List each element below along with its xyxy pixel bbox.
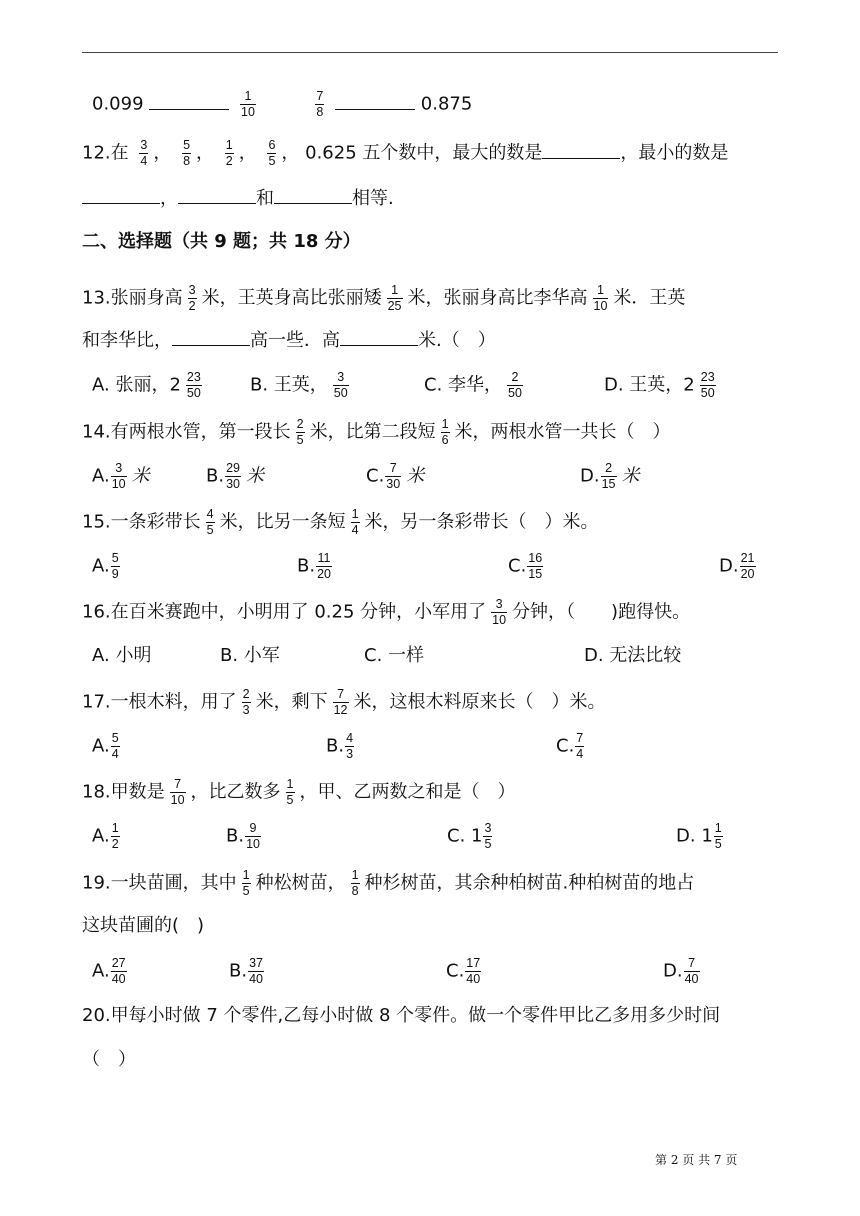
fraction: $\frac{1}{25}$ bbox=[387, 283, 402, 313]
question-19-line1: 19.一块苗圃，其中 $\frac{1}{5}$ 种松树苗， $\frac{1}{8}$ 种杉树苗，其余种柏树苗.种柏树苗的地占 bbox=[82, 868, 695, 898]
option-d[interactable]: D. 王英，2 $\frac{23}{50}$ bbox=[604, 370, 715, 400]
answer-blank[interactable] bbox=[340, 327, 418, 346]
option-c[interactable]: C. $\frac{7}{30}$ 米 bbox=[366, 461, 425, 491]
fraction: $\frac{4}{5}$ bbox=[206, 507, 214, 537]
fraction: $\frac{4}{3}$ bbox=[346, 731, 354, 761]
fraction: $\frac{17}{40}$ bbox=[466, 956, 481, 986]
answer-blank[interactable] bbox=[172, 327, 250, 346]
option-c[interactable]: C. $\frac{17}{40}$ bbox=[446, 956, 481, 986]
page-footer: 第 2 页 共 7 页 bbox=[655, 1153, 738, 1167]
q11-tail-line bbox=[92, 89, 473, 119]
fraction: $\frac{3}{4}$ bbox=[140, 138, 148, 168]
option-a[interactable]: A. 张丽，2 $\frac{23}{50}$ bbox=[92, 370, 201, 400]
question-13-line2: 和李华比， 高一些．高 米.（ ） bbox=[82, 327, 496, 353]
question-16-line: 16.在百米赛跑中，小明用了 0.25 分钟，小军用了 $\frac{3}{10}$ 分钟，（ )跑得快。 bbox=[82, 597, 691, 627]
question-15-line: 15.一条彩带长 $\frac{4}{5}$ 米，比另一条短 $\frac{1}{4}$ 米，另一条彩带长（ ）米。 bbox=[82, 507, 599, 537]
question-20-line2: （ ） bbox=[82, 1049, 136, 1070]
question-14-line: 14.有两根水管，第一段长 $\frac{2}{5}$ 米，比第二段短 $\frac{1}{6}$ 米，两根水管一共长（ ） bbox=[82, 417, 671, 447]
fraction: $\frac{6}{5}$ bbox=[268, 138, 276, 168]
fraction: $\frac{5}{9}$ bbox=[111, 551, 119, 581]
fraction: $\frac{7}{30}$ bbox=[386, 461, 401, 491]
section-heading: 二、选择题（共 9 题；共 18 分） bbox=[82, 231, 361, 252]
answer-blank[interactable] bbox=[149, 91, 229, 110]
fraction: $\frac{3}{2}$ bbox=[188, 283, 196, 313]
answer-blank[interactable] bbox=[274, 185, 352, 204]
fraction: $\frac{7}{12}$ bbox=[333, 687, 348, 717]
option-d[interactable]: D. 无法比较 bbox=[584, 645, 682, 666]
fraction: $\frac{3}{50}$ bbox=[333, 370, 348, 400]
number-text: 0.099 bbox=[92, 93, 144, 115]
option-b[interactable]: B. 小军 bbox=[220, 645, 280, 666]
fraction: $\frac{2}{15}$ bbox=[601, 461, 616, 491]
question-13-line1: 13.张丽身高 $\frac{3}{2}$ 米，王英身高比张丽矮 $\frac{1}{25}$ 米，张丽身高比李华高 $\frac{1}{10}$ 米．王英 bbox=[82, 283, 686, 313]
question-19-line2: 这块苗圃的( ) bbox=[82, 915, 205, 936]
fraction: $\frac{5}{4}$ bbox=[111, 731, 119, 761]
fraction: $\frac{9}{10}$ bbox=[246, 821, 260, 851]
option-c[interactable]: C. $\frac{7}{4}$ bbox=[556, 731, 584, 761]
fraction: $\frac{1}{4}$ bbox=[351, 507, 359, 537]
option-d[interactable]: D. $\frac{21}{20}$ bbox=[719, 551, 755, 581]
option-d[interactable]: D. $\frac{2}{15}$ 米 bbox=[580, 461, 640, 491]
fraction: $\frac{2}{3}$ bbox=[242, 687, 250, 717]
option-d[interactable]: D. 1 $\frac{1}{5}$ bbox=[676, 821, 722, 851]
option-c[interactable]: C. 李华， $\frac{2}{50}$ bbox=[424, 370, 522, 400]
fraction: $\frac{11}{20}$ bbox=[317, 551, 331, 581]
fraction: $\frac{1}{5}$ bbox=[286, 777, 294, 807]
fraction: $\frac{23}{50}$ bbox=[186, 370, 201, 400]
fraction: $\frac{1}{5}$ bbox=[242, 868, 250, 898]
option-a[interactable]: A. $\frac{5}{4}$ bbox=[92, 731, 119, 761]
fraction: $\frac{27}{40}$ bbox=[111, 956, 126, 986]
option-b[interactable]: B. 王英， $\frac{3}{50}$ bbox=[250, 370, 348, 400]
fraction: $\frac{2}{5}$ bbox=[296, 417, 304, 447]
fraction: $\frac{1}{10}$ bbox=[241, 89, 255, 119]
fraction: $\frac{29}{30}$ bbox=[226, 461, 240, 491]
fraction: $\frac{21}{20}$ bbox=[740, 551, 755, 581]
fraction: $\frac{1}{5}$ bbox=[714, 821, 722, 851]
fraction: $\frac{3}{10}$ bbox=[111, 461, 126, 491]
fraction: $\frac{3}{5}$ bbox=[484, 821, 492, 851]
fraction: $\frac{1}{6}$ bbox=[441, 417, 449, 447]
option-a[interactable]: A. $\frac{27}{40}$ bbox=[92, 956, 126, 986]
option-a[interactable]: A. 小明 bbox=[92, 645, 152, 666]
answer-blank[interactable] bbox=[82, 185, 160, 204]
option-a[interactable]: A. $\frac{3}{10}$ 米 bbox=[92, 461, 150, 491]
fraction: $\frac{16}{15}$ bbox=[528, 551, 543, 581]
fraction: $\frac{7}{10}$ bbox=[170, 777, 185, 807]
fraction: $\frac{37}{40}$ bbox=[249, 956, 263, 986]
option-c[interactable]: C. 一样 bbox=[364, 645, 425, 666]
option-b[interactable]: B. $\frac{37}{40}$ bbox=[229, 956, 263, 986]
answer-blank[interactable] bbox=[335, 91, 415, 110]
option-c[interactable]: C. 1 $\frac{3}{5}$ bbox=[447, 821, 492, 851]
fraction: $\frac{1}{2}$ bbox=[225, 138, 233, 168]
option-c[interactable]: C. $\frac{16}{15}$ bbox=[508, 551, 543, 581]
question-18-line: 18.甲数是 $\frac{7}{10}$ ，比乙数多 $\frac{1}{5}$ ，甲、乙两数之和是（ ） bbox=[82, 777, 516, 807]
fraction: $\frac{23}{50}$ bbox=[700, 370, 715, 400]
fraction: $\frac{7}{40}$ bbox=[684, 956, 699, 986]
number-text: 0.875 bbox=[420, 93, 473, 115]
fraction: $\frac{1}{10}$ bbox=[593, 283, 608, 313]
fraction: $\frac{3}{10}$ bbox=[492, 597, 507, 627]
fraction: $\frac{1}{8}$ bbox=[351, 868, 359, 898]
question-20-line1: 20.甲每小时做 7 个零件,乙每小时做 8 个零件。做一个零件甲比乙多用多少时间 bbox=[82, 1005, 721, 1026]
answer-blank[interactable] bbox=[178, 185, 256, 204]
option-a[interactable]: A. $\frac{5}{9}$ bbox=[92, 551, 119, 581]
fraction: $\frac{7}{8}$ bbox=[316, 89, 324, 119]
fraction: $\frac{2}{50}$ bbox=[508, 370, 522, 400]
fraction: $\frac{5}{8}$ bbox=[183, 138, 191, 168]
option-a[interactable]: A. $\frac{1}{2}$ bbox=[92, 821, 119, 851]
option-d[interactable]: D. $\frac{7}{40}$ bbox=[663, 956, 699, 986]
option-b[interactable]: B. $\frac{11}{20}$ bbox=[297, 551, 331, 581]
option-b[interactable]: B. $\frac{29}{30}$ 米 bbox=[206, 461, 264, 491]
option-b[interactable]: B. $\frac{9}{10}$ bbox=[226, 821, 260, 851]
answer-blank[interactable] bbox=[542, 140, 620, 159]
header-rule bbox=[82, 52, 778, 53]
option-b[interactable]: B. $\frac{4}{3}$ bbox=[326, 731, 354, 761]
fraction: $\frac{7}{4}$ bbox=[576, 731, 584, 761]
question-17-line: 17.一根木料，用了 $\frac{2}{3}$ 米，剩下 $\frac{7}{12}$ 米，这根木料原来长（ ）米。 bbox=[82, 687, 606, 717]
question-12-line2: ， 和 相等. bbox=[82, 185, 394, 211]
fraction: $\frac{1}{2}$ bbox=[111, 821, 119, 851]
question-12-line1: 12.在 $\frac{3}{4}$ ， $\frac{5}{8}$ ， $\frac{1}{2}$ ， $\frac{6}{5}$ ， 0.625 五个数中，最大的数是 ，最小的数是 bbox=[82, 138, 729, 168]
